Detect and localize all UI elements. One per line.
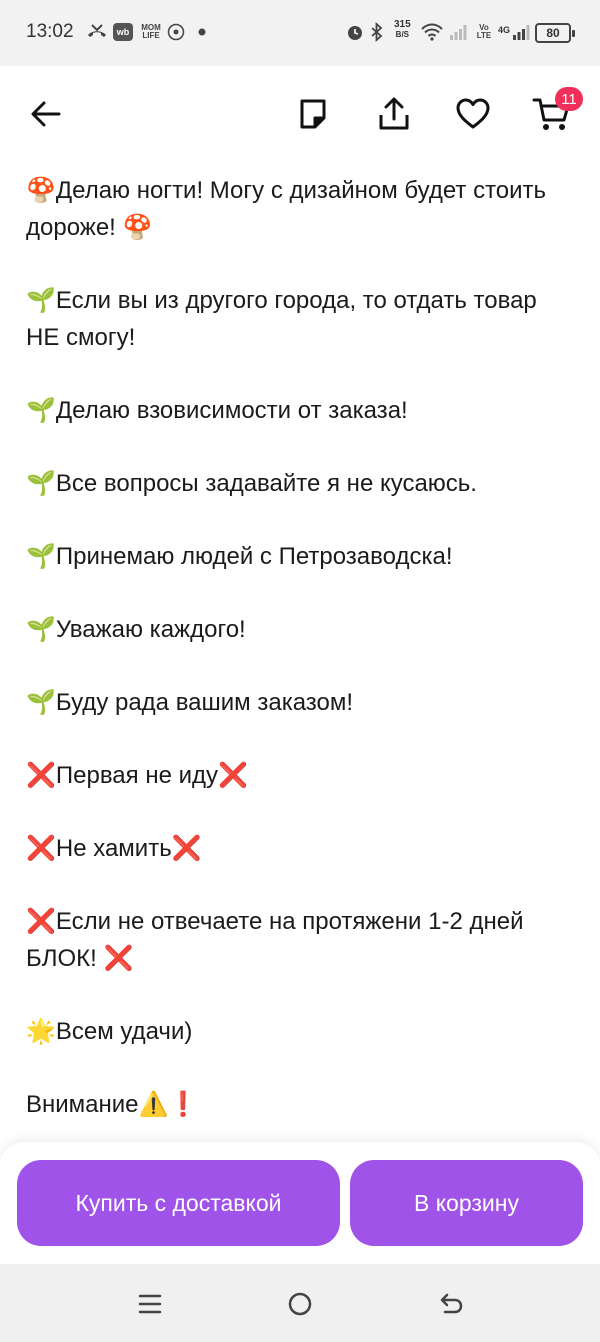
recent-apps-button[interactable] (130, 1284, 170, 1324)
arrow-left-icon (31, 101, 61, 127)
home-button[interactable] (280, 1284, 320, 1324)
home-icon (287, 1291, 313, 1317)
description-paragraph: 🌱Все вопросы задавайте я не кусаюсь. (26, 470, 477, 497)
net-speed: 315 B/S (394, 19, 411, 39)
description-paragraph: 🌟Всем удачи) (26, 1018, 193, 1045)
bluetooth-icon (370, 20, 384, 44)
notes-button[interactable] (291, 92, 335, 136)
mom-life-app-icon: MOM LIFE (141, 23, 161, 40)
wb-app-icon: wb (113, 20, 133, 44)
favorite-button[interactable] (451, 92, 495, 136)
status-time: 13:02 (26, 21, 74, 42)
menu-icon (138, 1292, 162, 1316)
share-icon (377, 97, 411, 131)
system-back-button[interactable] (430, 1284, 470, 1324)
description-paragraph: 🍄Делаю ногти! Могу с дизайном будет стоить дороже! 🍄 (26, 177, 547, 241)
description-paragraph: 🌱Принемаю людей с Петрозаводска! (26, 543, 453, 570)
volte-label: Vo LTE (476, 23, 492, 40)
add-to-cart-button[interactable]: В корзину (350, 1160, 583, 1246)
back-button[interactable] (24, 92, 68, 136)
description-paragraph: ❌Если не отвечаете на протяжени 1-2 дней БЛОК! ❌ (26, 908, 524, 972)
cart-count-badge: 11 (555, 87, 583, 111)
heart-icon (455, 98, 491, 130)
dot-icon (198, 20, 206, 44)
document-icon (299, 98, 327, 130)
description-paragraph: 🌱Делаю взовисимости от заказа! (26, 397, 408, 424)
status-bar (0, 0, 600, 66)
system-nav-bar (0, 1264, 600, 1342)
description-paragraph: ❌Не хамить❌ (26, 835, 202, 862)
round-app-icon (167, 20, 185, 44)
signal-icon (512, 20, 530, 44)
alarm-icon (345, 20, 365, 44)
description-paragraph: ❌Первая не иду❌ (26, 762, 248, 789)
buy-with-delivery-button[interactable]: Купить с доставкой (17, 1160, 340, 1246)
top-app-bar (0, 66, 600, 162)
description-paragraph: 🌱Уважаю каждого! (26, 616, 246, 643)
back-icon (437, 1291, 463, 1317)
description-paragraph: 🌱Если вы из другого города, то отдать товар НЕ смогу! (26, 287, 537, 351)
description-paragraph: Внимание⚠️❗ (26, 1091, 199, 1118)
battery-indicator: 80 (535, 23, 571, 43)
description-paragraph: 🌱Буду рада вашим заказом! (26, 689, 354, 716)
product-description (26, 172, 574, 1142)
signal-weak-icon (449, 20, 467, 44)
network-type: 4G (498, 25, 511, 35)
missed-call-icon (86, 20, 108, 44)
bottom-action-bar (0, 1142, 600, 1264)
share-button[interactable] (372, 92, 416, 136)
wifi-icon (421, 20, 443, 44)
